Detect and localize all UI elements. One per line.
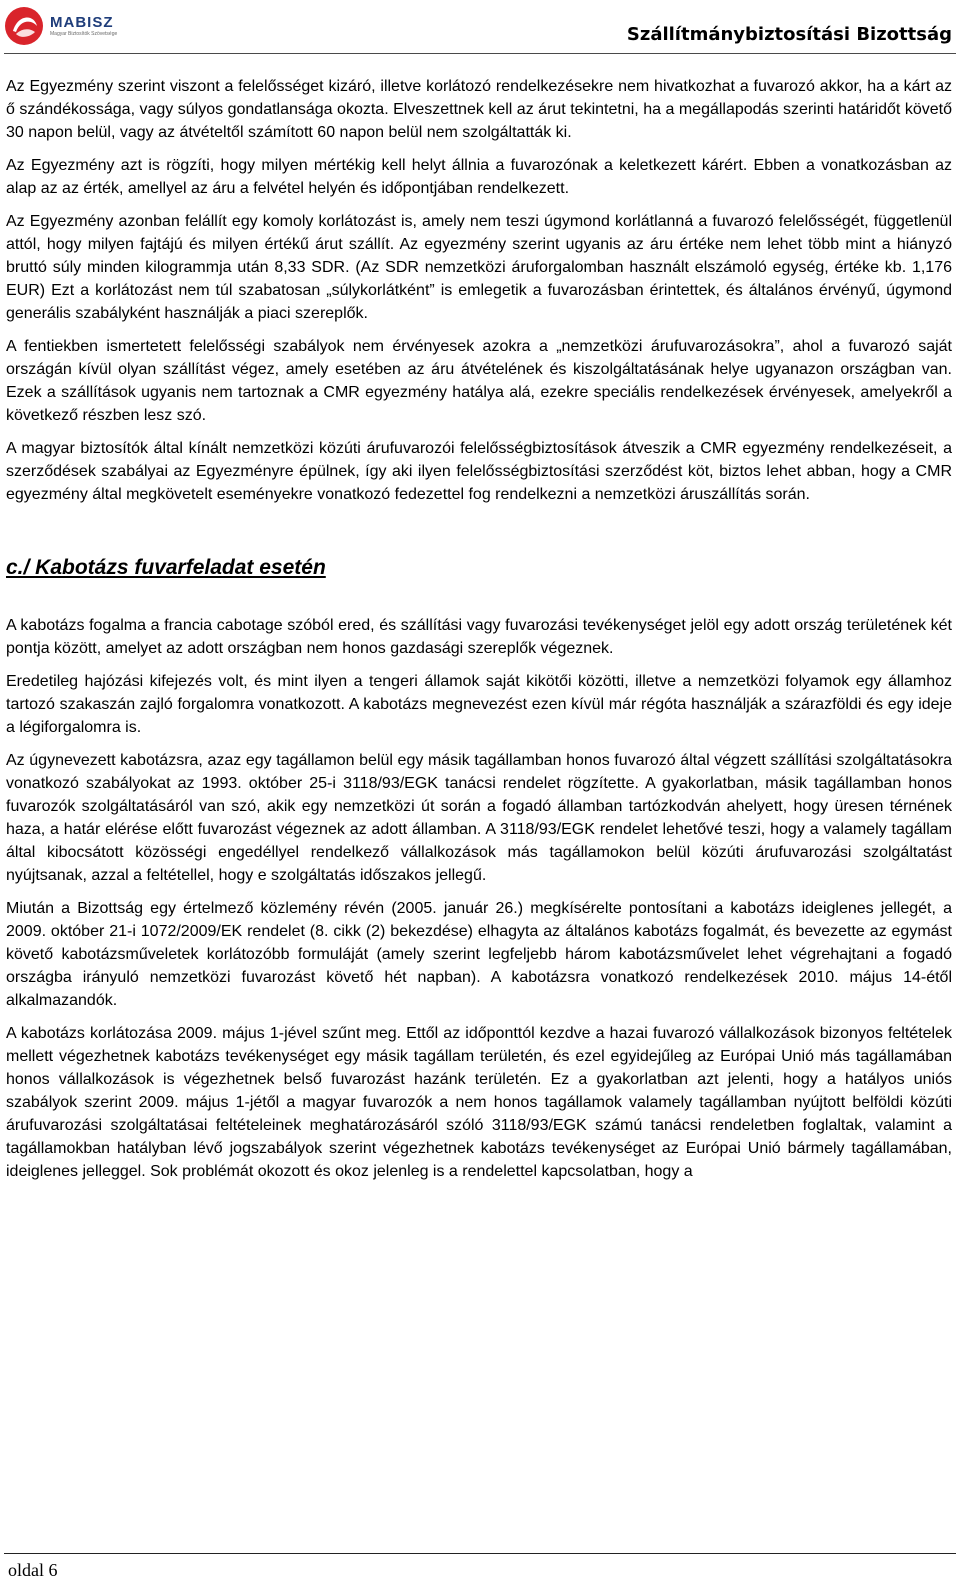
- footer-divider: [4, 1553, 956, 1554]
- paragraph: Az úgynevezett kabotázsra, azaz egy tagállamon belül egy másik tagállamban honos fuvarozó által végzett szállítási szolgáltatásokra vonatkozó szabályokat az 1993. október 25-i 3118/93/EGK tanácsi rendelet rögzítette. A gyakorlatban, másik tagállamban honos fuvarozók szolgáltatásáról van szó, akik egy nemzetközi út során a fogadó államban tartózkodván ahelyett, hogy üresen térnének haza, a határ elérése előtt fuvarozást végeznek az adott államban. A 3118/93/EGK rendelet lehetővé teszi, hogy a valamely tagállam által kibocsátott közösségi engedéllyel rendelkező vállalkozások más tagállamokon belül közúti árufuvarozási szolgáltatást nyújtsanak, azzal a feltétellel, hogy e szolgáltatás időszakos jellegű.: [6, 752, 952, 884]
- paragraph: A kabotázs korlátozása 2009. május 1-jével szűnt meg. Ettől az időponttól kezdve a hazai fuvarozó vállalkozások bizonyos feltételek mellett végezhetnek kabotázs tevékenységet egy másik tagállam területén, és ezel egyidejűleg az Európai Unió más tagállamában honos vállalkozások is végezhetnek belső fuvarozást hazánk területén. Ez a gyakorlatban azt jelenti, hogy a hatályos uniós szabályok szerint 2009. május 1-jétől a magyar fuvarozók a nem honos tagállamok valamely tagállamban nyújtott belföldi közúti árufuvarozási szolgáltatásai feltételeinek meghatározásáról szóló 3118/93/EGK számú tanácsi rendeletben foglaltak, valamint a tagállamokban hatályban lévő jogszabályok szerint végezhetnek kabotázs tevékenységet az Európai Unió bármely tagállamában, ideiglenes jelleggel. Sok problémát okozott és okoz jelenleg is a rendelettel kapcsolatban, hogy a: [6, 1025, 952, 1180]
- header-title: Szállítmánybiztosítási Bizottság: [626, 24, 952, 45]
- paragraph: Az Egyezmény azonban felállít egy komoly korlátozást is, amely nem teszi úgymond korlátlanná a fuvarozó felelősségét, függetlenül attól, hogy milyen fajtájú és milyen értékű árut szállít. Az egyezmény szerint ugyanis az áru értéke nem lehet több mint a hiányzó bruttó súly minden kilogrammja után 8,33 SDR. (Az SDR nemzetközi áruforgalomban használt elszámoló egység, értéke kb. 1,176 EUR) Ezt a korlátozást nem túl szabatosan „súlykorlátként” is emlegetik a fuvarozásban érintettek, és általános érvényű, úgymond generális szabályként használják a piaci szereplők.: [6, 213, 952, 322]
- mabisz-logo-icon: [4, 6, 44, 46]
- paragraph: Miután a Bizottság egy értelmező közlemény révén (2005. január 26.) megkísérelte pontosítani a kabotázs ideiglenes jellegét, a 2009. október 21-i 1072/2009/EK rendelet (8. cikk (2) bekezdése) elhagyta az általános kabotázs fogalmát, és bevezette az egymást követő kabotázsműveletek korlátozóbb formuláját (amely szerint legfeljebb három kabotázsművelet lehet végrehajtani a fogadó országba irányuló nemzetközi fuvarozást követő hét napban). A kabotázsra vonatkozó rendelkezések 2010. május 14-étől alkalmazandók.: [6, 900, 952, 1009]
- paragraph: A magyar biztosítók által kínált nemzetközi közúti árufuvarozói felelősségbiztosítások átveszik a CMR egyezmény rendelkezéseit, a szerződések szabályai az Egyezményre épülnek, így aki ilyen felelősségbiztosítási szerződést köt, biztos lehet abban, hogy a CMR egyezmény által megkövetelt eseményekre vonatkozó fedezettel fog rendelkezni a nemzetközi áruszállítás során.: [6, 440, 952, 503]
- logo-subtitle: Magyar Biztosítók Szövetsége: [50, 31, 118, 37]
- paragraph: A kabotázs fogalma a francia cabotage szóból ered, és szállítási vagy fuvarozási tevékenységet jelöl egy adott ország területének két pontja között, amelyet az adott országban nem honos gazdasági szereplők végeznek.: [6, 617, 952, 657]
- paragraph: Az Egyezmény azt is rögzíti, hogy milyen mértékig kell helyt állnia a fuvarozónak a keletkezett kárért. Ebben a vonatkozásban az alap az az érték, amellyel az áru a felvétel helyén és időpontjában rendelkezett.: [6, 157, 952, 197]
- paragraph: A fentiekben ismertetett felelősségi szabályok nem érvényesek azokra a „nemzetközi árufuvarozásokra”, ahol a fuvarozó saját országán kívül olyan szállítást végez, amely esetében az áru átvételének és kiszolgáltatásának helye ugyanazon országban van. Ezek a szállítások ugyanis nem tartoznak a CMR egyezmény hatálya alá, ezekre speciális rendelkezések érvényesek, amelyekről a következő részben lesz szó.: [6, 338, 952, 424]
- page-header: [0, 0, 960, 58]
- paragraph: Az Egyezmény szerint viszont a felelősséget kizáró, illetve korlátozó rendelkezésekre nem hivatkozhat a fuvarozó akkor, ha a kárt az ő szándékossága, vagy súlyos gondatlansága okozta. Elveszettnek kell az árut tekintetni, ha a megállapodás szerinti határidőt követő 30 napon belül, vagy az átvételtől számított 60 napon belül nem szolgáltatták ki.: [6, 78, 952, 141]
- section-heading: c./ Kabotázs fuvarfeladat esetén: [6, 556, 326, 579]
- paragraph: Eredetileg hajózási kifejezés volt, és mint ilyen a tengeri államok saját kikötői közötti, illetve a nemzetközi folyamok egy államhoz tartozó szakaszán zajló forgalomra vonatkozott. A kabotázs megnevezést ezen kívül már régóta használják a szárazföldi és egy ideje a légiforgalomra is.: [6, 673, 952, 736]
- logo-name: MABISZ: [50, 14, 114, 31]
- mabisz-logo: [4, 2, 117, 50]
- header-divider: [4, 53, 956, 54]
- page-number: oldal 6: [8, 1560, 58, 1580]
- document-body: [6, 75, 952, 1193]
